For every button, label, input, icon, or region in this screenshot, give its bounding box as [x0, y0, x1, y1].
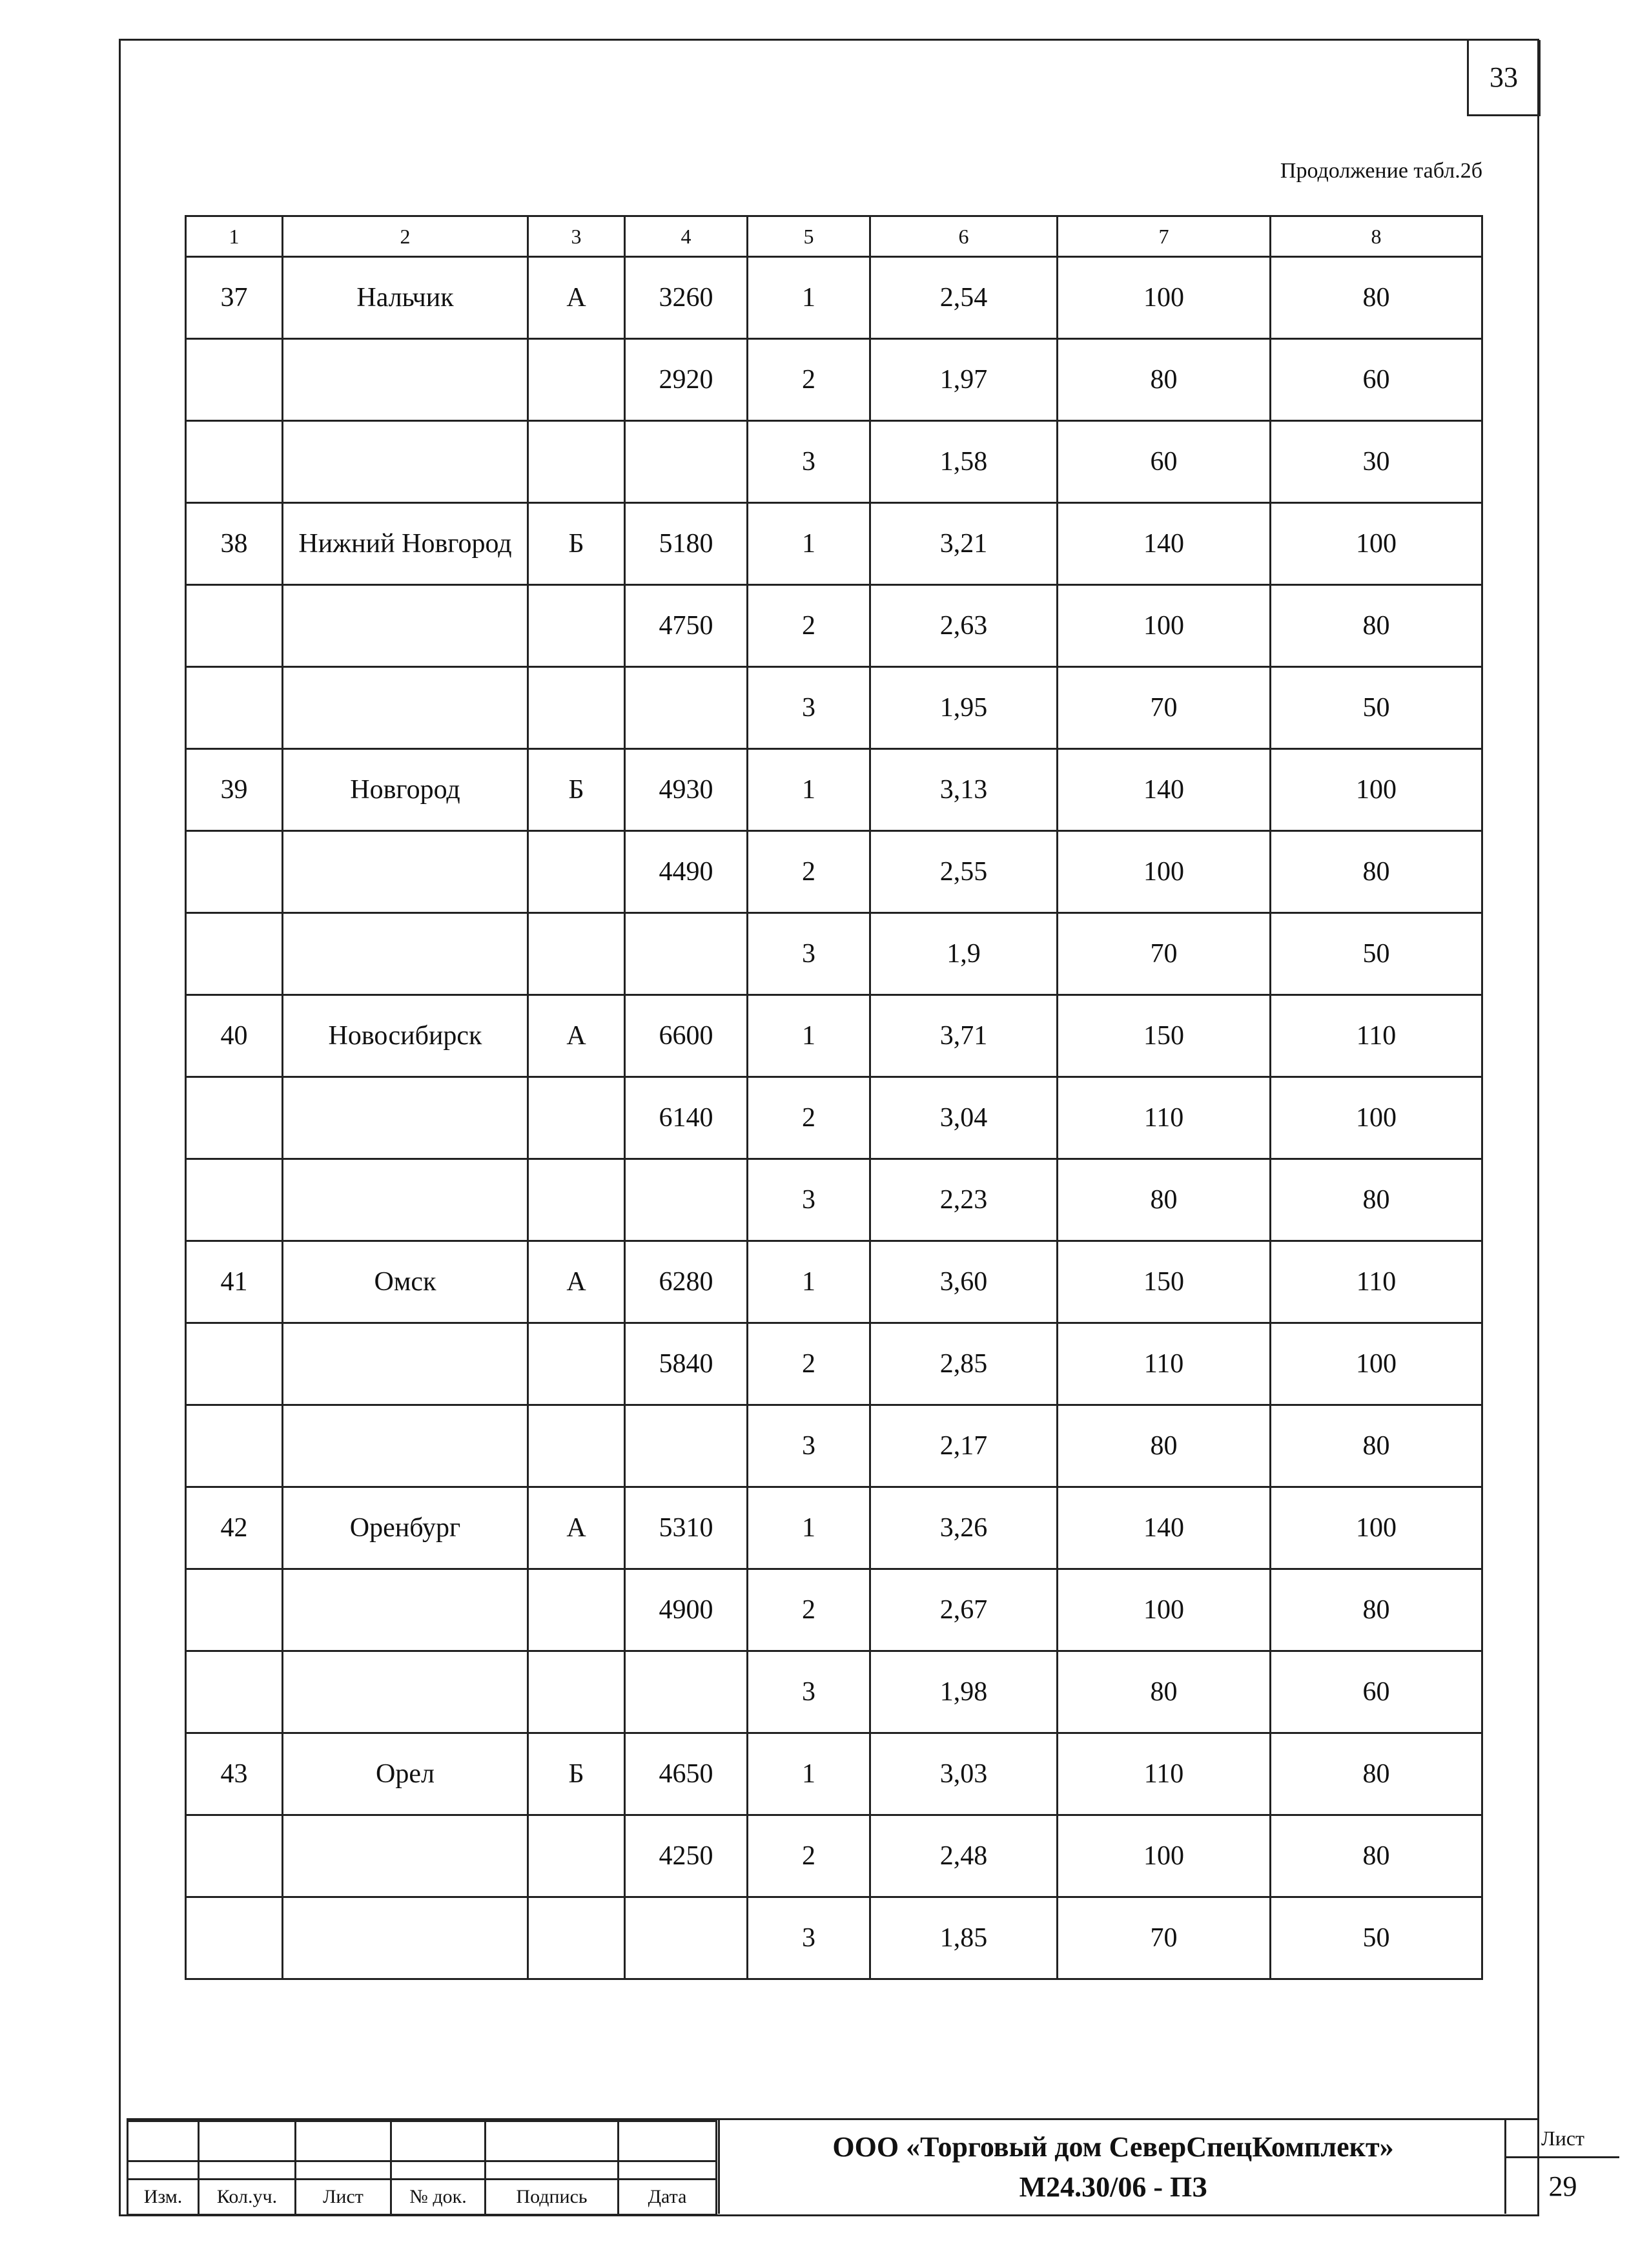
table-cell: 1,98 — [870, 1651, 1058, 1733]
table-row — [186, 339, 1482, 421]
table-cell: 1,9 — [870, 913, 1058, 995]
table-cell — [625, 667, 748, 749]
table-row — [186, 1487, 1482, 1569]
table-cell — [186, 1323, 283, 1405]
table-cell: 37 — [186, 257, 283, 339]
table-cell — [186, 1077, 283, 1159]
table-cell: 2,48 — [870, 1815, 1058, 1897]
table-cell: 70 — [1058, 1897, 1271, 1979]
table-cell: 1 — [748, 1241, 870, 1323]
table-cell: 100 — [1058, 585, 1271, 667]
table-cell: 1,58 — [870, 421, 1058, 503]
table-cell: Омск — [283, 1241, 528, 1323]
table-cell: 4250 — [625, 1815, 748, 1897]
table-body — [186, 257, 1482, 1979]
table-cell: 80 — [1271, 1569, 1482, 1651]
table-cell: 1,85 — [870, 1897, 1058, 1979]
table-cell: 6600 — [625, 995, 748, 1077]
table-cell — [625, 1651, 748, 1733]
table-cell: 70 — [1058, 667, 1271, 749]
table-cell: 4750 — [625, 585, 748, 667]
table-cell: 50 — [1271, 667, 1482, 749]
company-block — [718, 2120, 1506, 2214]
table-cell: 42 — [186, 1487, 283, 1569]
table-cell: 3 — [748, 1651, 870, 1733]
column-header: 2 — [283, 216, 528, 257]
table-cell: 2 — [748, 1077, 870, 1159]
table-cell: 110 — [1058, 1323, 1271, 1405]
table-cell: А — [528, 995, 625, 1077]
table-cell: Нижний Новгород — [283, 503, 528, 585]
table-cell: 150 — [1058, 995, 1271, 1077]
table-cell: 150 — [1058, 1241, 1271, 1323]
revision-grid — [127, 2120, 717, 2216]
table-row — [186, 1569, 1482, 1651]
table-cell: 100 — [1271, 749, 1482, 831]
table-cell: 60 — [1271, 339, 1482, 421]
table-cell — [528, 585, 625, 667]
table-cell — [283, 1815, 528, 1897]
table-cell: 100 — [1058, 831, 1271, 913]
revision-column-label: Подпись — [486, 2180, 619, 2215]
table-cell — [528, 1569, 625, 1651]
table-cell — [283, 1651, 528, 1733]
table-cell: 2920 — [625, 339, 748, 421]
table-row — [186, 749, 1482, 831]
table-cell — [283, 1405, 528, 1487]
table-cell — [528, 1159, 625, 1241]
table-cell: 80 — [1271, 1405, 1482, 1487]
table-cell — [625, 1159, 748, 1241]
table-cell: 3 — [748, 1405, 870, 1487]
table-cell — [625, 1405, 748, 1487]
column-header: 7 — [1058, 216, 1271, 257]
table-cell: 3 — [748, 421, 870, 503]
page-number: 33 — [1467, 40, 1541, 116]
table-cell: 30 — [1271, 421, 1482, 503]
table-cell: 80 — [1058, 339, 1271, 421]
table-cell — [283, 1323, 528, 1405]
title-block — [127, 2120, 1584, 2214]
table-cell — [528, 1897, 625, 1979]
table-cell: 100 — [1271, 1323, 1482, 1405]
table-cell: 1,97 — [870, 339, 1058, 421]
table-cell: 50 — [1271, 913, 1482, 995]
table-cell — [528, 831, 625, 913]
table-cell: 2 — [748, 585, 870, 667]
table-cell: 3,13 — [870, 749, 1058, 831]
table-cell: 1 — [748, 995, 870, 1077]
header-row — [186, 216, 1482, 257]
table-cell: 80 — [1271, 1733, 1482, 1815]
table-cell: 100 — [1271, 1487, 1482, 1569]
table-cell: 100 — [1058, 1815, 1271, 1897]
table-cell — [186, 1405, 283, 1487]
table-cell: 5180 — [625, 503, 748, 585]
table-row — [186, 585, 1482, 667]
table-cell: Нальчик — [283, 257, 528, 339]
table-cell — [186, 339, 283, 421]
table-row — [186, 1241, 1482, 1323]
table-cell: 2 — [748, 1569, 870, 1651]
table-cell: 2 — [748, 339, 870, 421]
table-cell: 140 — [1058, 1487, 1271, 1569]
column-header: 8 — [1271, 216, 1482, 257]
revision-column-label: Дата — [619, 2180, 717, 2215]
table-cell — [186, 421, 283, 503]
table-cell: 38 — [186, 503, 283, 585]
table-cell — [528, 421, 625, 503]
table-cell: 39 — [186, 749, 283, 831]
table-cell: 100 — [1271, 1077, 1482, 1159]
table-cell: 60 — [1271, 1651, 1482, 1733]
table-row — [186, 1815, 1482, 1897]
table-cell — [625, 913, 748, 995]
table-cell: 80 — [1058, 1405, 1271, 1487]
table-row — [186, 503, 1482, 585]
table-cell: 5840 — [625, 1323, 748, 1405]
table-cell: Б — [528, 1733, 625, 1815]
table-cell: 110 — [1058, 1077, 1271, 1159]
column-header: 3 — [528, 216, 625, 257]
table-cell: 4490 — [625, 831, 748, 913]
data-table — [185, 215, 1483, 1980]
column-header: 1 — [186, 216, 283, 257]
table-cell: 3,71 — [870, 995, 1058, 1077]
company-name: ООО «Торговый дом СеверСпецКомплект» — [832, 2130, 1394, 2163]
table-cell — [528, 913, 625, 995]
table-cell: 2,17 — [870, 1405, 1058, 1487]
table-cell — [186, 1159, 283, 1241]
table-cell: 70 — [1058, 913, 1271, 995]
table-cell: 1 — [748, 749, 870, 831]
table-row — [186, 1651, 1482, 1733]
revision-column-label: Кол.уч. — [199, 2180, 296, 2215]
table-cell: 3 — [748, 1159, 870, 1241]
table-cell: 110 — [1271, 995, 1482, 1077]
column-header: 5 — [748, 216, 870, 257]
table-cell: 80 — [1271, 831, 1482, 913]
table-row — [186, 995, 1482, 1077]
table-cell: 3 — [748, 913, 870, 995]
table-cell: 2 — [748, 831, 870, 913]
column-header: 6 — [870, 216, 1058, 257]
table-cell: 2,63 — [870, 585, 1058, 667]
table-cell — [186, 1815, 283, 1897]
table-cell: 2,23 — [870, 1159, 1058, 1241]
table-row — [186, 1733, 1482, 1815]
table-cell: 60 — [1058, 421, 1271, 503]
table-cell — [528, 1651, 625, 1733]
table-cell: 80 — [1058, 1651, 1271, 1733]
table-cell — [186, 667, 283, 749]
table-cell: 1 — [748, 1733, 870, 1815]
table-cell — [283, 1077, 528, 1159]
revision-column-label: Изм. — [128, 2180, 199, 2215]
table-row — [186, 257, 1482, 339]
table-cell — [186, 1569, 283, 1651]
table-cell — [528, 339, 625, 421]
table-cell: 3,26 — [870, 1487, 1058, 1569]
table-cell — [186, 585, 283, 667]
table-cell: 3 — [748, 1897, 870, 1979]
document-code: М24.30/06 - ПЗ — [1019, 2170, 1207, 2203]
table-cell: 110 — [1058, 1733, 1271, 1815]
table-cell: А — [528, 257, 625, 339]
table-cell: 2,54 — [870, 257, 1058, 339]
revision-column-label: Лист — [296, 2180, 391, 2215]
table-cell: 5310 — [625, 1487, 748, 1569]
table-cell: 41 — [186, 1241, 283, 1323]
table-cell: 4650 — [625, 1733, 748, 1815]
table-cell — [186, 831, 283, 913]
table-cell — [186, 1897, 283, 1979]
table-cell: 1,95 — [870, 667, 1058, 749]
table-cell: 40 — [186, 995, 283, 1077]
table-caption: Продолжение табл.2б — [1280, 159, 1482, 183]
table-cell: 80 — [1271, 257, 1482, 339]
table-cell: 3,04 — [870, 1077, 1058, 1159]
table-cell — [283, 667, 528, 749]
table-cell: 3,60 — [870, 1241, 1058, 1323]
table-row — [186, 831, 1482, 913]
table-cell: 1 — [748, 503, 870, 585]
table-cell — [283, 913, 528, 995]
table-cell: Б — [528, 503, 625, 585]
column-header: 4 — [625, 216, 748, 257]
table-cell: 2 — [748, 1323, 870, 1405]
table-cell — [283, 1897, 528, 1979]
table-cell: А — [528, 1487, 625, 1569]
table-cell: 50 — [1271, 1897, 1482, 1979]
table-cell — [625, 1897, 748, 1979]
table-cell: 2,85 — [870, 1323, 1058, 1405]
table-cell: 80 — [1271, 585, 1482, 667]
table-cell — [283, 1569, 528, 1651]
table-cell: Оренбург — [283, 1487, 528, 1569]
table-cell: 6140 — [625, 1077, 748, 1159]
table-cell — [528, 1323, 625, 1405]
table-cell: 1 — [748, 257, 870, 339]
table-cell: 3 — [748, 667, 870, 749]
table-row — [186, 1405, 1482, 1487]
table-cell: Новгород — [283, 749, 528, 831]
table-cell — [528, 1077, 625, 1159]
sheet-number: 29 — [1548, 2170, 1577, 2202]
table-row — [186, 667, 1482, 749]
table-cell — [283, 831, 528, 913]
table-row — [186, 1897, 1482, 1979]
table-row — [186, 1159, 1482, 1241]
table-cell: 80 — [1271, 1815, 1482, 1897]
table-cell — [528, 667, 625, 749]
sheet-label: Лист — [1506, 2120, 1619, 2158]
table-cell: 6280 — [625, 1241, 748, 1323]
table-cell: 80 — [1271, 1159, 1482, 1241]
table-cell: 100 — [1058, 1569, 1271, 1651]
sheet-block — [1504, 2120, 1619, 2214]
table-cell: 110 — [1271, 1241, 1482, 1323]
table-cell: 3260 — [625, 257, 748, 339]
table-cell — [528, 1405, 625, 1487]
table-cell: Б — [528, 749, 625, 831]
table-cell: 3,03 — [870, 1733, 1058, 1815]
table-cell — [528, 1815, 625, 1897]
table-cell: 140 — [1058, 503, 1271, 585]
table-cell — [625, 421, 748, 503]
table-cell — [283, 421, 528, 503]
table-cell — [283, 1159, 528, 1241]
revision-column-label: № док. — [391, 2180, 486, 2215]
table-cell: 1 — [748, 1487, 870, 1569]
table-cell: Новосибирск — [283, 995, 528, 1077]
table-cell — [186, 1651, 283, 1733]
table-cell: А — [528, 1241, 625, 1323]
table-row — [186, 1323, 1482, 1405]
table-row — [186, 913, 1482, 995]
table-row — [186, 421, 1482, 503]
table-cell: 100 — [1058, 257, 1271, 339]
table-cell: 2,67 — [870, 1569, 1058, 1651]
table-cell — [283, 585, 528, 667]
table-cell: 2,55 — [870, 831, 1058, 913]
table-cell — [283, 339, 528, 421]
table-cell: 2 — [748, 1815, 870, 1897]
table-row — [186, 1077, 1482, 1159]
table-cell: 4930 — [625, 749, 748, 831]
table-cell: 3,21 — [870, 503, 1058, 585]
table-cell: 4900 — [625, 1569, 748, 1651]
table-cell — [186, 913, 283, 995]
table-cell: Орел — [283, 1733, 528, 1815]
table-cell: 80 — [1058, 1159, 1271, 1241]
table-cell: 140 — [1058, 749, 1271, 831]
table-cell: 43 — [186, 1733, 283, 1815]
table-cell: 100 — [1271, 503, 1482, 585]
